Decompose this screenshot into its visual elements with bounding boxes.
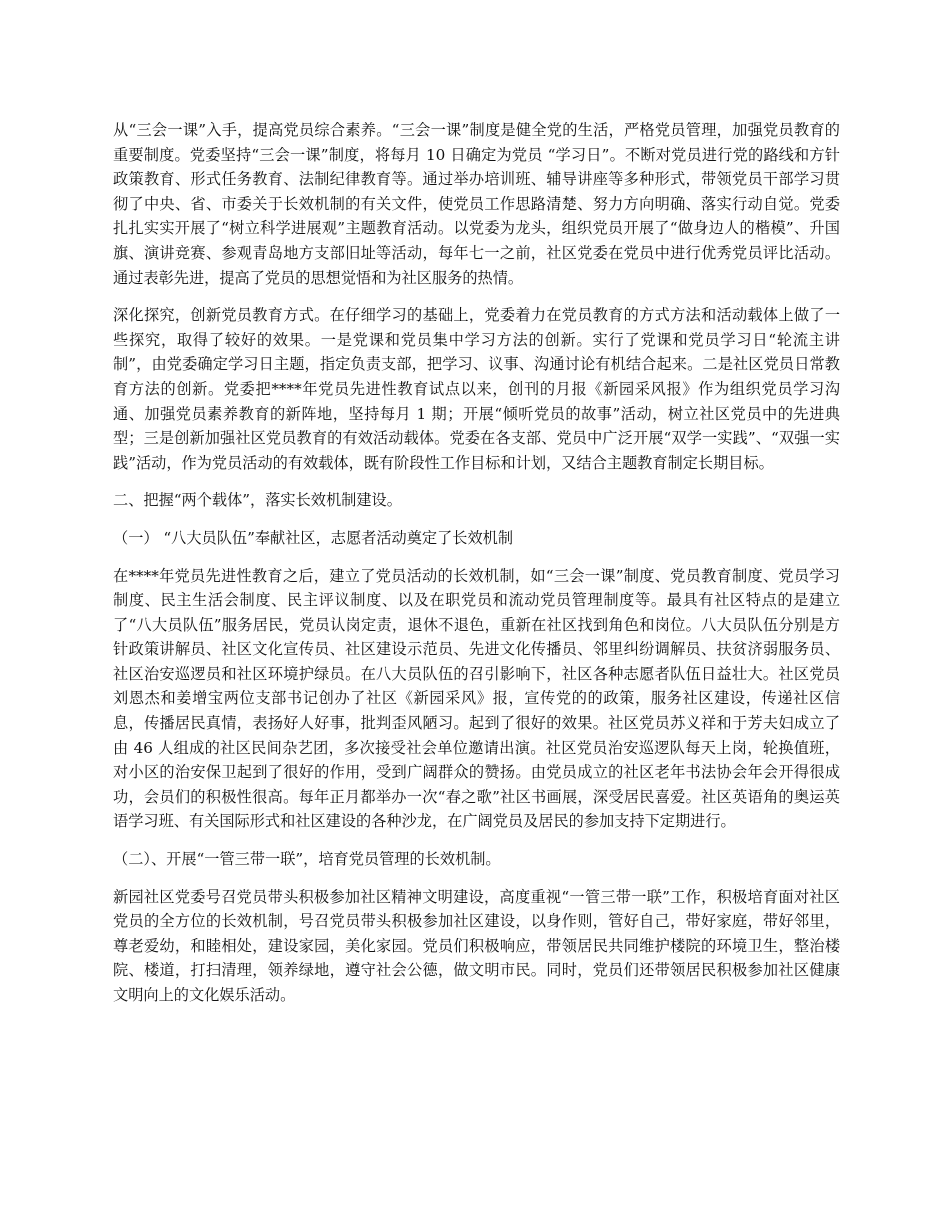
paragraph-three-meetings-one-lesson: 从“三会一课”入手，提高党员综合素养。“三会一课”制度是健全党的生活，严格党员管理，加强党员教育的重要制度。党委坚持“三会一课”制度，将每月 10 日确定为党员 “学习日”。不断对党员进行党的路线和方针政策教育、形式任务教育、法制纪律教育等。通过举办培训班、辅导讲座等多种形式，带领党员干部学习贯彻了中央、省、市委关于长效机制的有关文件，使党员工作思路清楚、努力方向明确、落实行动自觉。党委扎扎实实开展了“树立科学进展观”主题教育活动。以党委为龙头，组织党员开展了“做身边人的楷模”、升国旗、演讲竞赛、参观青岛地方支部旧址等活动，每年七一之前，社区党委在党员中进行优秀党员评比活动。通过表彰先进，提高了党员的思想觉悟和为社区服务的热情。 [113, 121, 840, 287]
document-page [113, 118, 840, 1021]
section-heading-two-carriers: 二、把握“两个载体”，落实长效机制建设。 [113, 491, 402, 510]
paragraph-xinyuan-community: 新园社区党委号召党员带头积极参加社区精神文明建设，高度重视“一管三带一联”工作，积极培育面对社区党员的全方位的长效机制，号召党员带头积极参加社区建设，以身作则，管好自己，带好家庭，带好邻里，尊老爱幼，和睦相处，建设家园，美化家园。党员们积极响应，带领居民共同维护楼院的环境卫生，整治楼院、楼道，打扫清理，领养绿地，遵守社会公德，做文明市民。同时，党员们还带领居民积极参加社区健康文明向上的文化娱乐活动。 [113, 887, 840, 1004]
subsection-heading-one-manage-three-lead: （二）、开展“一管三带一联”，培育党员管理的长效机制。 [113, 850, 501, 869]
subsection-heading-eight-teams: （一） “八大员队伍”奉献社区，志愿者活动奠定了长效机制 [113, 528, 514, 547]
paragraph-education-innovation: 深化探究，创新党员教育方式。在仔细学习的基础上，党委着力在党员教育的方式方法和活动载体上做了一些探究，取得了较好的效果。一是党课和党员集中学习方法的创新。实行了党课和党员学习日“轮流主讲制”，由党委确定学习日主题，指定负责支部，把学习、议事、沟通讨论有机结合起来。二是社区党员日常教育方法的创新。党委把****年党员先进性教育试点以来，创刊的月报《新园采风报》作为组织党员学习沟通、加强党员素养教育的新阵地，坚持每月 1 期；开展“倾听党员的故事”活动，树立社区党员中的先进典型；三是创新加强社区党员教育的有效活动载体。党委在各支部、党员中广泛开展“双学一实践”、“双强一实践”活动，作为党员活动的有效载体，既有阶段性工作目标和计划，又结合主题教育制定长期目标。 [113, 306, 840, 472]
paragraph-eight-teams: 在****年党员先进性教育之后，建立了党员活动的长效机制，如“三会一课”制度、党员教育制度、党员学习制度、民主生活会制度、民主评议制度、以及在职党员和流动党员管理制度等。最具有社区特点的是建立了“八大员队伍”服务居民，党员认岗定责，退休不退色，重新在社区找到角色和岗位。八大员队伍分别是方针政策讲解员、社区文化宣传员、社区建设示范员、先进文化传播员、邻里纠纷调解员、扶贫济弱服务员、社区治安巡逻员和社区环境护绿员。在八大员队伍的召引影响下，社区各种志愿者队伍日益壮大。社区党员刘恩杰和姜增宝两位支部书记创办了社区《新园采风》报，宣传党的的政策，服务社区建设，传递社区信息，传播居民真情，表扬好人好事，批判歪风陋习。起到了很好的效果。社区党员苏义祥和于芳夫妇成立了由 46 人组成的社区民间杂艺团，多次接受社会单位邀请出演。社区党员治安巡逻队每天上岗，轮换值班，对小区的治安保卫起到了很好的作用，受到广阔群众的赞扬。由党员成立的社区老年书法协会年会开得很成功，会员们的积极性很高。每年正月都举办一次“春之歌”社区书画展，深受居民喜爱。社区英语角的奥运英语学习班、有关国际形式和社区建设的各种沙龙，在广阔党员及居民的参加支持下定期进行。 [113, 566, 840, 831]
